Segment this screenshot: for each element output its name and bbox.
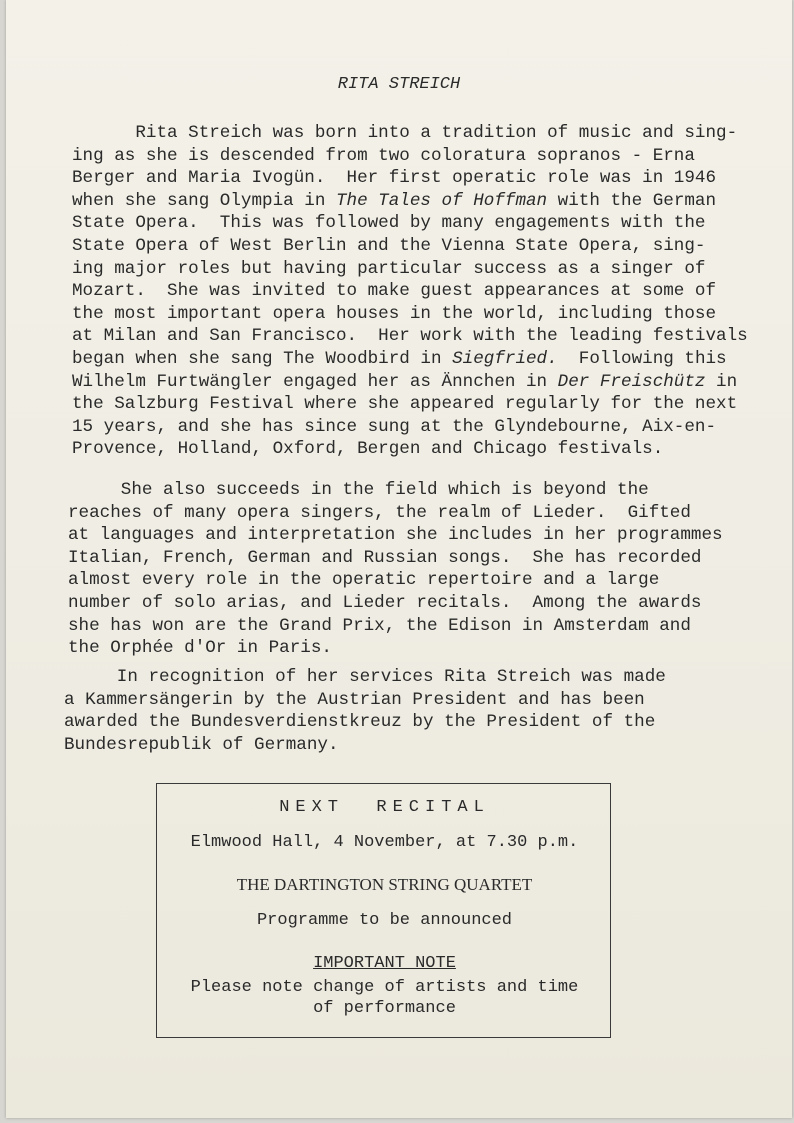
text-run: at Milan and San Francisco. Her work with the leading festivals: [72, 326, 748, 347]
important-note-line-1: Please note change of artists and time: [190, 978, 579, 997]
text-run: Italian, French, German and Russian songs. She has recorded: [68, 547, 702, 568]
text-line: [68, 637, 783, 660]
next-recital-box: [156, 783, 611, 1038]
important-note-line-2: of performance: [313, 999, 456, 1018]
text-line: [68, 547, 783, 570]
text-run: State Opera of West Berlin and the Vienna State Opera, sing-: [72, 235, 706, 256]
venue-and-time: Elmwood Hall, 4 November, at 7.30 p.m.: [190, 833, 579, 852]
text-line: [72, 416, 787, 439]
text-line: [72, 122, 787, 145]
next-recital-heading: NEXT RECITAL: [279, 798, 490, 817]
text-run: Bundesrepublik of Germany.: [64, 734, 339, 755]
text-run: Provence, Holland, Oxford, Bergen and Chicago festivals.: [72, 439, 664, 460]
text-run: with the German: [547, 190, 717, 211]
text-line: [64, 666, 779, 689]
text-line: [72, 235, 787, 258]
text-line: [68, 592, 783, 615]
text-line: [72, 280, 787, 303]
page-title: RITA STREICH: [337, 75, 461, 94]
text-run: in: [705, 371, 738, 392]
biography-paragraph-3: [64, 666, 779, 756]
text-line: [72, 371, 787, 394]
text-line: [72, 325, 787, 348]
text-run: she has won are the Grand Prix, the Edison in Amsterdam and: [68, 615, 691, 636]
italic-title: Der Freischütz: [557, 371, 706, 392]
text-run: ing as she is descended from two coloratura sopranos - Erna: [72, 145, 695, 166]
text-run: almost every role in the operatic repertoire and a large: [68, 570, 660, 591]
ensemble-name: THE DARTINGTON STRING QUARTET: [236, 875, 533, 894]
text-run: State Opera. This was followed by many engagements with the: [72, 213, 706, 234]
text-line: [72, 438, 787, 461]
text-line: [72, 145, 787, 168]
text-run: the Salzburg Festival where she appeared regularly for the next: [72, 394, 738, 415]
text-line: [72, 212, 787, 235]
text-line: [68, 479, 783, 502]
important-note-heading: IMPORTANT NOTE: [313, 954, 456, 973]
text-run: 15 years, and she has since sung at the Glyndebourne, Aix-en-: [72, 416, 717, 437]
text-line: [72, 190, 787, 213]
text-run: number of solo arias, and Lieder recitals. Among the awards: [68, 592, 702, 613]
text-run: the Orphée d'Or in Paris.: [68, 638, 332, 659]
text-line: [72, 348, 787, 371]
text-line: [68, 569, 783, 592]
biography-paragraph-1: [72, 122, 787, 461]
text-run: Wilhelm Furtwängler engaged her as Ännchen in: [72, 371, 558, 392]
text-line: [72, 258, 787, 281]
text-run: In recognition of her services Rita Streich was made: [64, 667, 666, 687]
programme-status: Programme to be announced: [256, 911, 513, 930]
text-run: reaches of many opera singers, the realm of Lieder. Gifted: [68, 502, 691, 523]
text-line: [64, 689, 779, 712]
text-run: Mozart. She was invited to make guest appearances at some of: [72, 281, 717, 302]
text-run: began when she sang The Woodbird in: [72, 348, 453, 369]
text-line: [72, 303, 787, 326]
text-line: [64, 734, 779, 757]
text-line: [68, 524, 783, 547]
italic-title: Siegfried.: [452, 348, 558, 369]
text-run: Rita Streich was born into a tradition of music and sing-: [72, 123, 738, 143]
text-run: ing major roles but having particular success as a singer of: [72, 258, 706, 279]
biography-paragraph-2: [68, 479, 783, 660]
text-run: a Kammersängerin by the Austrian President and has been: [64, 689, 645, 710]
text-run: Following this: [557, 348, 727, 369]
italic-title: The Tales of Hoffman: [335, 190, 548, 211]
text-line: [72, 393, 787, 416]
text-line: [68, 502, 783, 525]
text-run: Berger and Maria Ivogün. Her first operatic role was in 1946: [72, 168, 717, 189]
text-line: [64, 711, 779, 734]
text-line: [68, 615, 783, 638]
text-run: awarded the Bundesverdienstkreuz by the President of the: [64, 712, 656, 733]
text-run: the most important opera houses in the world, including those: [72, 303, 717, 324]
text-run: when she sang Olympia in: [72, 190, 336, 211]
text-line: [72, 167, 787, 190]
text-run: She also succeeds in the field which is beyond the: [68, 480, 649, 500]
text-run: at languages and interpretation she includes in her programmes: [68, 525, 723, 546]
program-page: [6, 0, 792, 1118]
